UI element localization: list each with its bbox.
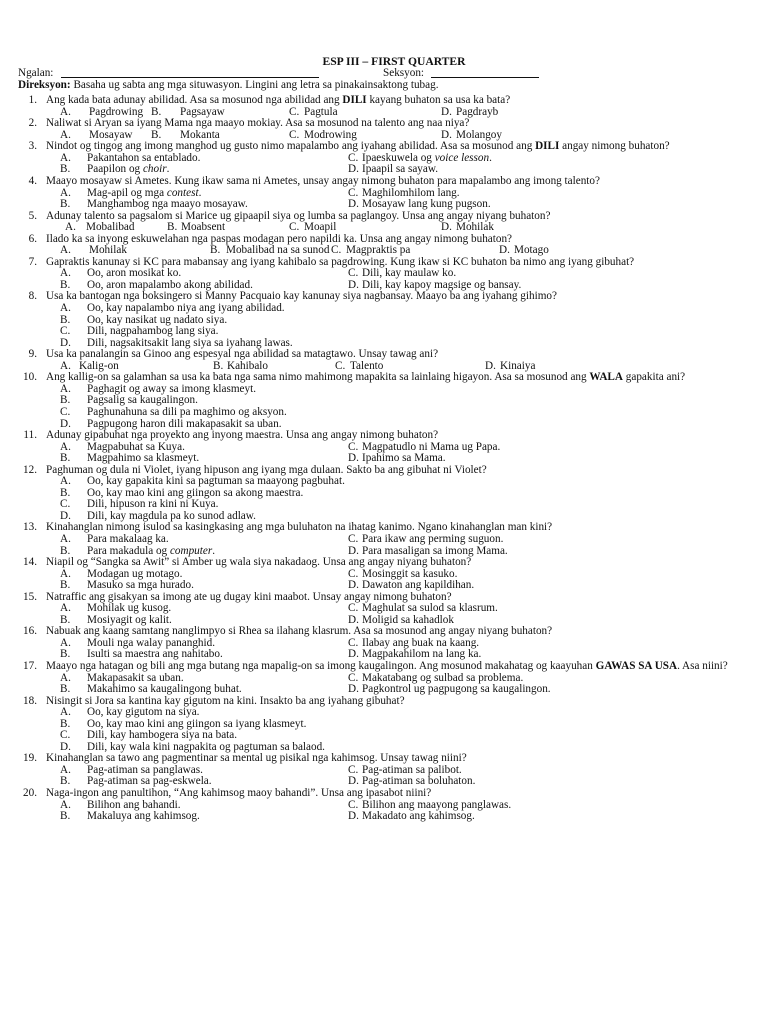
question-17 <box>0 661 768 696</box>
question-18 <box>0 696 768 754</box>
option-text[interactable]: Para makalaag ka. <box>87 532 169 545</box>
option-letter[interactable]: B. <box>60 486 71 499</box>
option-letter[interactable]: B. <box>210 244 221 257</box>
option-letter[interactable]: C. <box>348 151 359 164</box>
option-text[interactable]: Pag-atiman sa pag-eskwela. <box>87 775 212 788</box>
option-letter[interactable]: A. <box>60 532 71 545</box>
option-letter[interactable]: D. <box>348 452 359 465</box>
question-7 <box>0 257 768 292</box>
question-4 <box>0 176 768 211</box>
question-number: 2. <box>28 117 37 130</box>
question-20 <box>0 788 768 823</box>
question-9 <box>0 349 768 372</box>
option-letter[interactable]: D. <box>348 544 359 557</box>
option-text[interactable]: Manghambog nga maayo mosayaw. <box>87 198 248 211</box>
option-letter[interactable]: D. <box>499 244 510 257</box>
option-text[interactable]: Para makadula og computer. <box>87 544 216 557</box>
question-text: Paghuman og dula ni Violet, iyang hipuson ang iyang mga dulaan. Sakto ba ang gibuhat ni Violet? <box>46 463 487 476</box>
section-blank-line[interactable] <box>431 68 539 78</box>
question-text: Adunay gipabuhat nga proyekto ang inyong maestra. Unsa ang angay nimong buhaton? <box>46 429 439 442</box>
question-text: Ang kallig-on sa galamhan sa usa ka bata nga sama nimo mahimong mapakita sa lainlaing higayon. Asa sa mosunod ang WALA gapakita ani? <box>46 371 686 384</box>
option-letter[interactable]: A. <box>60 186 71 199</box>
option-text[interactable]: Talento <box>350 359 384 372</box>
option-letter[interactable]: D. <box>348 579 359 592</box>
option-letter[interactable]: B. <box>60 683 71 696</box>
option-text[interactable]: Dili, hipuson ra kini ni Kuya. <box>87 498 219 511</box>
option-text[interactable]: Dili, kay maulaw ko. <box>362 267 457 280</box>
option-text[interactable]: Pagdrowing <box>89 105 144 118</box>
option-text[interactable]: Para ikaw ang perming suguon. <box>362 532 504 545</box>
question-number: 14. <box>23 556 37 569</box>
option-text[interactable]: Makatabang og sulbad sa problema. <box>362 671 524 684</box>
option-letter[interactable]: C. <box>60 325 71 338</box>
option-letter[interactable]: B. <box>60 163 71 176</box>
question-15 <box>0 592 768 627</box>
directions <box>0 80 768 92</box>
question-text: Naliwat si Aryan sa iyang Mama nga maayo mokiay. Asa sa mosunod na talento ang naa niya? <box>46 117 470 130</box>
question-text: Nisingit si Jora sa kantina kay gigutom na kini. Insakto ba ang iyahang gibuhat? <box>46 694 405 707</box>
question-19 <box>0 753 768 788</box>
option-letter[interactable]: A. <box>60 636 71 649</box>
option-letter[interactable]: A. <box>60 798 71 811</box>
option-text[interactable]: Dawaton ang kapildihan. <box>362 579 475 592</box>
option-letter[interactable]: A. <box>60 567 71 580</box>
option-letter[interactable]: B. <box>151 105 162 118</box>
option-text[interactable]: Oo, kay gapakita kini sa pagtuman sa maayong pagbuhat. <box>87 475 345 488</box>
name-blank-line[interactable] <box>61 68 319 78</box>
option-text[interactable]: Oo, aron mosikat ko. <box>87 267 182 280</box>
option-letter[interactable]: A. <box>60 602 71 615</box>
option-letter[interactable]: D. <box>348 198 359 211</box>
option-letter[interactable]: B. <box>60 278 71 291</box>
question-5 <box>0 211 768 234</box>
option-text[interactable]: Pagsayaw <box>180 105 225 118</box>
option-letter[interactable]: A. <box>60 440 71 453</box>
directions-text: Basaha ug sabta ang mga situwasyon. Lingini ang letra sa pinakainsaktong tubag. <box>70 78 439 91</box>
option-text[interactable]: Dili, nagpahambog lang siya. <box>87 325 219 338</box>
option-letter[interactable]: D. <box>60 336 71 349</box>
option-letter[interactable]: C. <box>335 359 346 372</box>
option-letter[interactable]: B. <box>60 452 71 465</box>
question-list <box>0 95 768 822</box>
option-text[interactable]: Pakantahon sa entablado. <box>87 151 201 164</box>
option-letter[interactable]: C. <box>60 405 71 418</box>
option-text[interactable]: Para masaligan sa imong Mama. <box>362 544 508 557</box>
option-letter[interactable]: C. <box>348 567 359 580</box>
option-letter[interactable]: D. <box>60 509 71 522</box>
option-letter[interactable]: A. <box>60 151 71 164</box>
option-letter[interactable]: B. <box>167 221 178 234</box>
option-letter[interactable]: D. <box>348 648 359 661</box>
option-letter[interactable]: C. <box>331 244 342 257</box>
option-text[interactable]: Makahimo sa kaugalingong buhat. <box>87 683 242 696</box>
option-letter[interactable]: B. <box>60 810 71 823</box>
question-text: Nabuak ang kaang samtang nanglimpyo si Rhea sa ilahang klasrum. Asa sa mosunod ang angay niyang buhaton? <box>46 625 553 638</box>
question-number: 11. <box>23 429 37 442</box>
question-number: 10. <box>23 371 37 384</box>
question-text: Usa ka bantogan nga boksingero si Manny Pacquaio kay kanunay siya nagbansay. Maayo ba ang iyahang gihimo? <box>46 290 557 303</box>
option-text[interactable]: Mosayaw lang kung pugson. <box>362 198 491 211</box>
section-label: Seksyon: <box>383 67 425 79</box>
option-text[interactable]: Modrowing <box>304 128 357 141</box>
option-letter[interactable]: A. <box>65 221 76 234</box>
option-letter[interactable]: C. <box>348 763 359 776</box>
option-text[interactable]: Ipaeskuwela og voice lesson. <box>362 151 492 164</box>
question-number: 13. <box>23 521 37 534</box>
option-text[interactable]: Mobalibad <box>86 221 135 234</box>
question-14 <box>0 557 768 592</box>
option-text[interactable]: Moabsent <box>181 221 226 234</box>
option-text[interactable]: Dili, nagsakitsakit lang siya sa iyahang lawas. <box>87 336 293 349</box>
option-text[interactable]: Mosayaw <box>89 128 133 141</box>
question-number: 15. <box>23 590 37 603</box>
option-row <box>0 811 768 823</box>
question-3 <box>0 141 768 176</box>
question-1 <box>0 95 768 118</box>
question-number: 3. <box>28 140 37 153</box>
option-letter[interactable]: A. <box>60 267 71 280</box>
option-text[interactable]: Oo, kay napalambo niya ang iyang abilidad. <box>87 302 285 315</box>
option-text[interactable]: Ipaapil sa sayaw. <box>362 163 439 176</box>
question-text: Gapraktis kanunay si KC para mabansay ang iyang kahibalo sa pagdrowing. Kung ikaw si KC buhaton ba nimo ang iyang gibuhat? <box>46 255 635 268</box>
option-letter[interactable]: C. <box>348 440 359 453</box>
option-text[interactable]: Magpatudlo ni Mama ug Papa. <box>362 440 501 453</box>
option-letter[interactable]: B. <box>151 128 162 141</box>
option-text[interactable]: Magpraktis pa <box>346 244 411 257</box>
option-text[interactable]: Moapil <box>304 221 337 234</box>
option-text[interactable]: Ilabay ang buak na kaang. <box>362 636 480 649</box>
option-letter[interactable]: C. <box>289 128 300 141</box>
option-text[interactable]: Paghagit og away sa imong klasmeyt. <box>87 382 257 395</box>
option-letter[interactable]: A. <box>60 706 71 719</box>
option-text[interactable]: Magpakahilom na lang ka. <box>362 648 482 661</box>
option-letter[interactable]: A. <box>60 359 71 372</box>
question-12 <box>0 465 768 523</box>
question-text: Ang kada bata adunay abilidad. Asa sa mosunod nga abilidad ang DILI kayang buhaton sa usa ka bata? <box>46 94 511 107</box>
question-8 <box>0 291 768 349</box>
option-text[interactable]: Magpabuhat sa Kuya. <box>87 440 185 453</box>
option-letter[interactable]: C. <box>348 532 359 545</box>
directions-label: Direksyon: <box>18 78 71 91</box>
option-text[interactable]: Pag-atiman sa palibot. <box>362 763 462 776</box>
question-text: Naga-ingon ang panultihon, “Ang kahimsog maoy bahandi”. Unsa ang ipasabot niini? <box>46 787 432 799</box>
question-number: 1. <box>28 94 37 107</box>
option-text[interactable]: Bilihon ang bahandi. <box>87 798 181 811</box>
option-text[interactable]: Oo, kay gigutom na siya. <box>87 706 200 719</box>
question-10 <box>0 372 768 430</box>
option-text[interactable]: Dili, kay magdula pa ko sunod adlaw. <box>87 509 256 522</box>
question-number: 16. <box>23 625 37 638</box>
option-text[interactable]: Ipahimo sa Mama. <box>362 452 446 465</box>
option-text[interactable]: Oo, kay mao kini ang giingon sa akong maestra. <box>87 486 304 499</box>
question-number: 20. <box>23 787 37 799</box>
question-number: 9. <box>28 348 37 361</box>
option-letter[interactable]: C. <box>289 105 300 118</box>
option-letter[interactable]: D. <box>348 278 359 291</box>
option-text[interactable]: Oo, kay mao kini ang giingon sa iyang klasmeyt. <box>87 717 307 730</box>
option-letter[interactable]: B. <box>60 544 71 557</box>
option-text[interactable]: Mokanta <box>180 128 220 141</box>
option-text[interactable]: Mohilak <box>89 244 127 257</box>
option-letter[interactable]: D. <box>485 359 496 372</box>
option-letter[interactable]: B. <box>213 359 224 372</box>
question-number: 17. <box>23 659 37 672</box>
option-text[interactable]: Mohilak ug kusog. <box>87 602 172 615</box>
worksheet-page <box>0 56 768 823</box>
option-text[interactable]: Motago <box>514 244 549 257</box>
option-text[interactable]: Paapilon og choir. <box>87 163 170 176</box>
option-text[interactable]: Modagan ug motago. <box>87 567 183 580</box>
question-number: 8. <box>28 290 37 303</box>
question-11 <box>0 430 768 465</box>
option-letter[interactable]: C. <box>60 729 71 742</box>
option-text[interactable]: Kahibalo <box>227 359 269 372</box>
question-number: 6. <box>28 232 37 245</box>
option-letter[interactable]: A. <box>60 382 71 395</box>
option-letter[interactable]: D. <box>348 810 359 823</box>
option-letter[interactable]: C. <box>348 602 359 615</box>
question-text: Maayo mosayaw si Ametes. Kung ikaw sama ni Ametes, unsay angay nimong buhaton para mapalambo ang imong talento? <box>46 175 600 188</box>
option-text[interactable]: Kalig-on <box>79 359 119 372</box>
question-13 <box>0 522 768 557</box>
option-letter[interactable]: C. <box>348 636 359 649</box>
question-number: 19. <box>23 752 37 765</box>
option-letter[interactable]: D. <box>348 613 359 626</box>
option-text[interactable]: Mobalibad na sa sunod <box>226 244 330 257</box>
option-text[interactable]: Dili, kay wala kini nagpakita og pagtuman sa balaod. <box>87 740 325 753</box>
question-number: 7. <box>28 255 37 268</box>
question-2 <box>0 118 768 141</box>
option-letter[interactable]: A. <box>60 302 71 315</box>
option-letter[interactable]: B. <box>60 613 71 626</box>
question-text: Ilado ka sa inyong eskuwelahan nga paspas modagan pero napildi ka. Unsa ang angay nimong buhaton? <box>46 232 513 245</box>
option-text[interactable]: Pagkontrol ug pagpugong sa kaugalingon. <box>362 683 551 696</box>
option-letter[interactable]: D. <box>348 683 359 696</box>
option-letter[interactable]: C. <box>348 798 359 811</box>
question-text: Adunay talento sa pagsalom si Marice ug gipaapil siya og lumba sa paglangoy. Unsa ang angay niyang buhaton? <box>46 209 551 222</box>
option-letter[interactable]: D. <box>60 417 71 430</box>
option-letter[interactable]: B. <box>60 198 71 211</box>
option-letter[interactable]: B. <box>60 775 71 788</box>
option-text[interactable]: Pagpugong haron dili makapasakit sa uban. <box>87 417 282 430</box>
question-text: Niapil og “Sangka sa Awit” si Amber ug wala siya nakadaog. Unsa ang angay niyang buhaton? <box>46 556 472 569</box>
question-text: Usa ka panalangin sa Ginoo ang espesyal nga abilidad sa matagtawo. Unsay tawag ani? <box>46 348 439 361</box>
option-text[interactable]: Kinaiya <box>500 359 536 372</box>
option-text[interactable]: Pagdrayb <box>456 105 499 118</box>
question-6 <box>0 234 768 257</box>
option-letter[interactable]: D. <box>441 105 452 118</box>
option-letter[interactable]: A. <box>60 763 71 776</box>
option-text[interactable]: Oo, aron mapalambo akong abilidad. <box>87 278 253 291</box>
option-text[interactable]: Maghulat sa sulod sa klasrum. <box>362 602 498 615</box>
question-number: 4. <box>28 175 37 188</box>
option-letter[interactable]: A. <box>60 671 71 684</box>
option-text[interactable]: Mosinggit sa kasuko. <box>362 567 458 580</box>
question-number: 18. <box>23 694 37 707</box>
option-text[interactable]: Bilihon ang maayong panglawas. <box>362 798 512 811</box>
name-label: Ngalan: <box>18 67 54 79</box>
option-text[interactable]: Pag-atiman sa panglawas. <box>87 763 203 776</box>
question-number: 5. <box>28 209 37 222</box>
option-text[interactable]: Mag-apil og mga contest. <box>87 186 202 199</box>
option-letter[interactable]: B. <box>60 394 71 407</box>
option-letter[interactable]: B. <box>60 313 71 326</box>
option-text[interactable]: Moligid sa kahadlok <box>362 613 454 626</box>
page-title: ESP III – FIRST QUARTER <box>322 55 466 68</box>
option-text[interactable]: Makadato ang kahimsog. <box>362 810 475 823</box>
option-text[interactable]: Makaluya ang kahimsog. <box>87 810 200 823</box>
option-text[interactable]: Maghilomhilom lang. <box>362 186 460 199</box>
option-text[interactable]: Oo, kay nasikat ug nadato siya. <box>87 313 228 326</box>
option-letter[interactable]: A. <box>60 105 71 118</box>
option-letter[interactable]: C. <box>289 221 300 234</box>
option-text[interactable]: Mosiyagit og kalit. <box>87 613 172 626</box>
question-16 <box>0 626 768 661</box>
option-text[interactable]: Makapasakit sa uban. <box>87 671 184 684</box>
option-text[interactable]: Masuko sa mga hurado. <box>87 579 194 592</box>
question-number: 12. <box>23 463 37 476</box>
option-letter[interactable]: D. <box>441 128 452 141</box>
option-text[interactable]: Mohilak <box>456 221 494 234</box>
option-text[interactable]: Dili, kay kapoy magsige og bansay. <box>362 278 522 291</box>
option-text[interactable]: Mouli nga walay pananghid. <box>87 636 216 649</box>
option-letter[interactable]: B. <box>60 648 71 661</box>
option-letter[interactable]: D. <box>60 740 71 753</box>
option-letter[interactable]: C. <box>348 267 359 280</box>
option-text[interactable]: Isulti sa maestra ang nahitabo. <box>87 648 223 661</box>
option-letter[interactable]: A. <box>60 128 71 141</box>
option-letter[interactable]: C. <box>60 498 71 511</box>
question-text: Maayo nga hatagan og bili ang mga butang nga mapalig-on sa imong kaugalingon. Ang mosunod makahatag og kaayuhan GAWAS SA USA. Asa niini? <box>46 659 728 672</box>
option-letter[interactable]: A. <box>60 475 71 488</box>
option-text[interactable]: Pagtula <box>304 105 338 118</box>
option-text[interactable]: Pagsalig sa kaugalingon. <box>87 394 198 407</box>
option-letter[interactable]: B. <box>60 579 71 592</box>
option-text[interactable]: Pag-atiman sa boluhaton. <box>362 775 476 788</box>
question-text: Natraffic ang gisakyan sa imong ate ug dugay kini maabot. Unsay angay nimong buhaton? <box>46 590 452 603</box>
question-text: Nindot og tingog ang imong manghod ug gusto nimo mapalambo ang iyahang abilidad. Asa sa mosunod ang DILI angay nimong buhaton? <box>46 140 670 153</box>
option-letter[interactable]: C. <box>348 671 359 684</box>
option-letter[interactable]: C. <box>348 186 359 199</box>
option-text[interactable]: Dili, kay hambogera siya na bata. <box>87 729 238 742</box>
option-letter[interactable]: D. <box>348 163 359 176</box>
question-text: Kinahanglan sa tawo ang pagmentinar sa mental ug pisikal nga kahimsog. Unsay tawag niini? <box>46 752 467 765</box>
option-letter[interactable]: D. <box>348 775 359 788</box>
option-letter[interactable]: D. <box>441 221 452 234</box>
option-letter[interactable]: B. <box>60 717 71 730</box>
option-text[interactable]: Molangoy <box>456 128 502 141</box>
option-letter[interactable]: A. <box>60 244 71 257</box>
option-text[interactable]: Magpahimo sa klasmeyt. <box>87 452 200 465</box>
option-text[interactable]: Paghunahuna sa dili pa maghimo og aksyon. <box>87 405 287 418</box>
question-text: Kinahanglan nimong isulod sa kasingkasing ang mga buluhaton na ihatag kanimo. Ngano kinahanglan man kini? <box>46 521 553 534</box>
